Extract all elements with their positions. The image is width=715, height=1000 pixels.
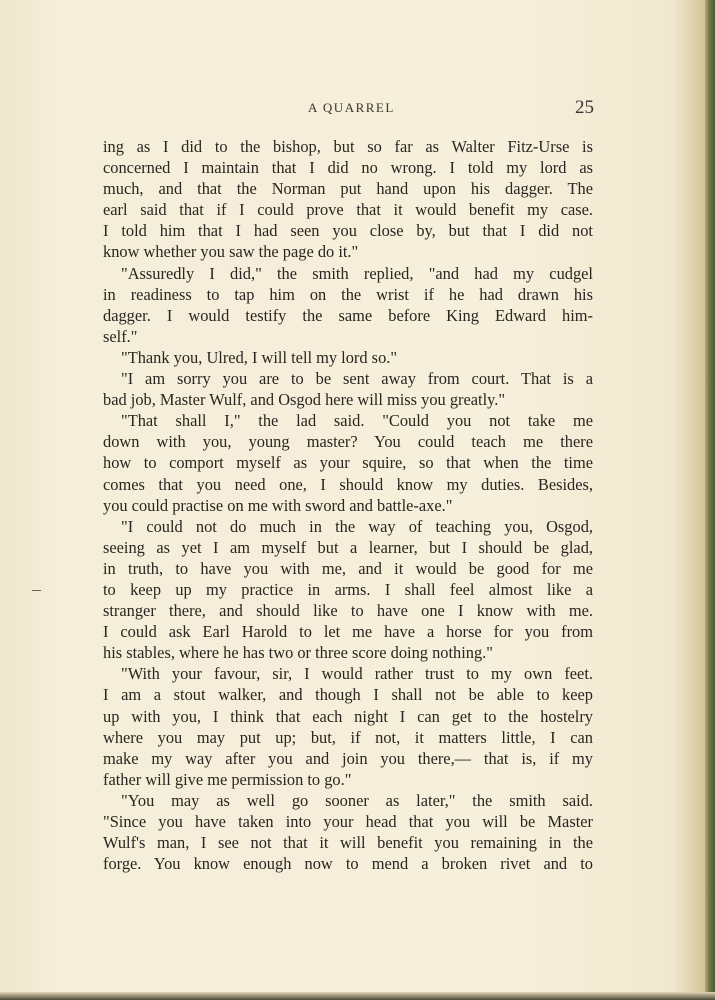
text-line: "Assuredly I did," the smith replied, "and had my cudgel xyxy=(121,263,593,283)
text-line: much, and that the Norman put hand upon his dagger. The xyxy=(103,179,593,199)
text-line: forge. You know enough now to mend a broken rivet and to xyxy=(103,854,593,874)
margin-mark xyxy=(32,590,41,591)
text-line: "I am sorry you are to be sent away from court. That is a xyxy=(121,369,593,389)
text-line: to keep up my practice in arms. I shall feel almost like a xyxy=(103,579,593,599)
text-line: you could practise on me with sword and battle-axe." xyxy=(103,495,453,515)
text-line: dagger. I would testify the same before King Edward him- xyxy=(103,305,593,325)
text-line: where you may put up; but, if not, it matters little, I can xyxy=(103,727,593,747)
text-line: in readiness to tap him on the wrist if he had drawn his xyxy=(103,284,593,304)
text-line: I am a stout walker, and though I shall not be able to keep xyxy=(103,685,593,705)
body-text xyxy=(103,136,593,874)
book-spine-edge xyxy=(705,0,715,1000)
text-line: "That shall I," the lad said. "Could you not take me xyxy=(121,411,593,431)
text-line: "Since you have taken into your head that you will be Master xyxy=(103,812,593,831)
text-line: I could ask Earl Harold to let me have a horse for you from xyxy=(103,622,593,642)
text-line: make my way after you and join you there,— that is, if my xyxy=(103,748,593,768)
text-line: "Thank you, Ulred, I will tell my lord so." xyxy=(121,347,398,367)
page-number: 25 xyxy=(575,97,594,118)
text-line: in truth, to have you with me, and it would be good for me xyxy=(103,558,593,578)
text-line: down with you, young master? You could teach me there xyxy=(103,432,593,452)
text-line: father will give me permission to go." xyxy=(103,769,352,789)
text-line: I told him that I had seen you close by, but that I did not xyxy=(103,221,593,241)
text-line: "You may as well go sooner as later," the smith said. xyxy=(121,790,593,810)
text-line: "I could not do much in the way of teaching you, Osgod, xyxy=(121,516,593,536)
text-line: how to comport myself as your squire, so that when the time xyxy=(103,453,593,473)
text-line: ing as I did to the bishop, but so far as Walter Fitz-Urse is xyxy=(103,137,593,156)
page-header xyxy=(103,97,596,127)
text-line: know whether you saw the page do it." xyxy=(103,242,359,262)
running-title: A QUARREL xyxy=(308,100,395,115)
text-line: seeing as yet I am myself but a learner, but I should be glad, xyxy=(103,537,593,557)
page-bottom-edge xyxy=(0,992,715,1000)
text-line: comes that you need one, I should know my duties. Besides, xyxy=(103,474,593,494)
text-line: up with you, I think that each night I can get to the hostelry xyxy=(103,706,593,726)
text-line: bad job, Master Wulf, and Osgod here will miss you greatly." xyxy=(103,390,506,410)
text-line: Wulf's man, I see not that it will benefit you remaining in the xyxy=(103,833,593,853)
text-line: stranger there, and should like to have one I know with me. xyxy=(103,601,593,621)
text-line: concerned I maintain that I did no wrong. I told my lord as xyxy=(103,158,593,178)
text-line: "With your favour, sir, I would rather trust to my own feet. xyxy=(121,664,593,684)
text-line: his stables, where he has two or three score doing nothing." xyxy=(103,643,493,663)
text-line: self." xyxy=(103,326,138,346)
text-line: earl said that if I could prove that it would benefit my case. xyxy=(103,200,593,220)
